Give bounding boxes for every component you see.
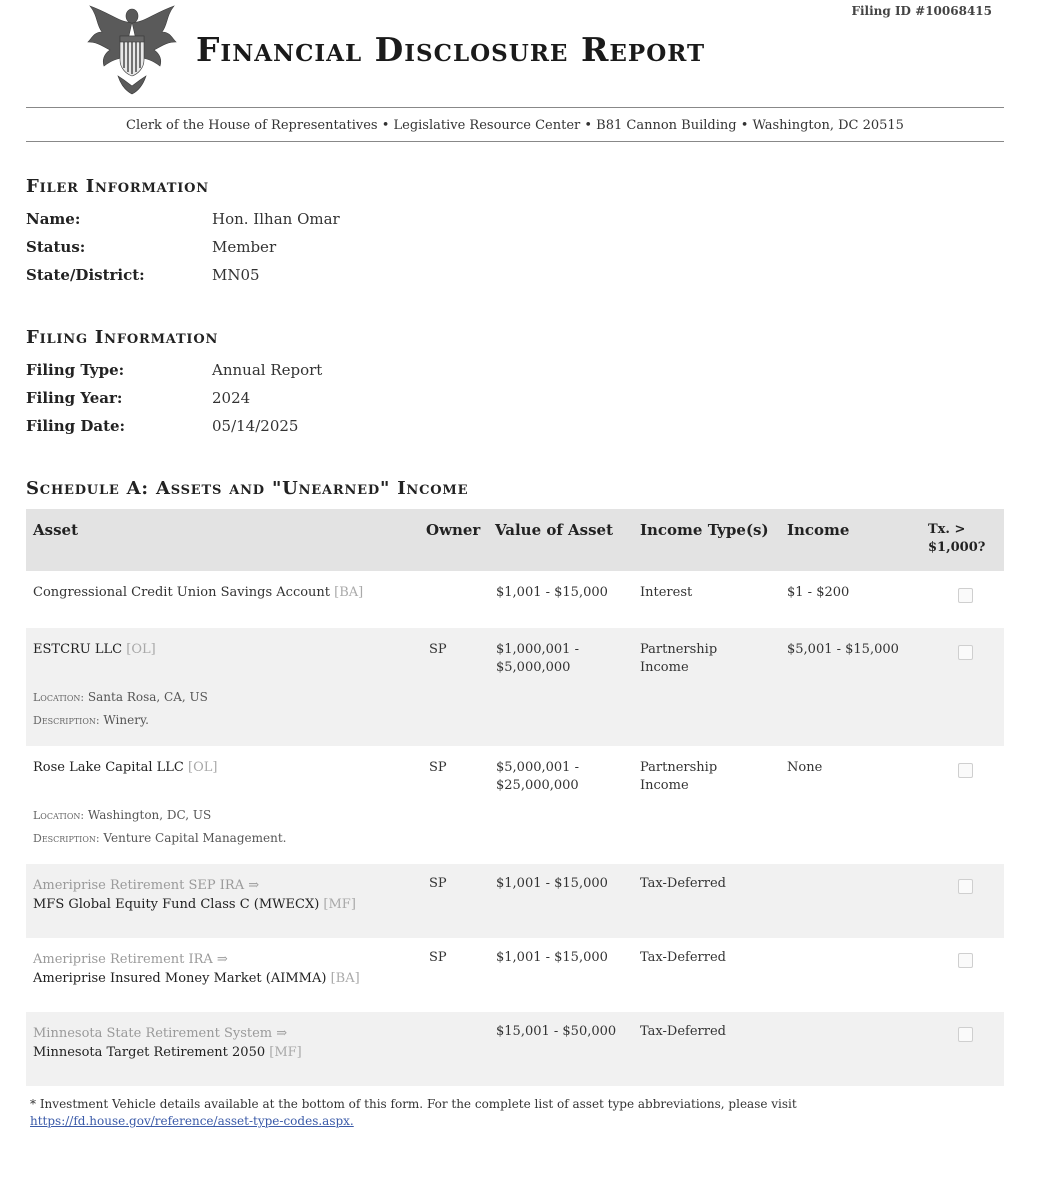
filing-year-value: 2024 [212, 389, 251, 407]
filer-name-value: Hon. Ilhan Omar [212, 210, 340, 228]
asset-name: Congressional Credit Union Savings Account [33, 585, 331, 600]
asset-value [496, 641, 636, 677]
col-asset-header: Asset [33, 521, 78, 539]
tx-checkbox[interactable] [958, 763, 973, 778]
eagle-seal-icon [82, 2, 182, 98]
col-tx-header-line1: Tx. > [928, 522, 966, 537]
asset-value [496, 759, 636, 795]
income-type [640, 641, 780, 677]
tx-checkbox[interactable] [958, 1027, 973, 1042]
income-type: Tax-Deferred [640, 950, 726, 965]
asset-parent: Minnesota State Retirement System ⇒ [33, 1026, 288, 1041]
income-type: Interest [640, 585, 693, 600]
asset-location [33, 804, 423, 827]
col-tx-header [928, 521, 985, 557]
income-type-line1: Partnership [640, 642, 718, 657]
description-value: Venture Capital Management. [103, 831, 287, 845]
asset-parent: Ameriprise Retirement IRA ⇒ [33, 952, 228, 967]
filing-id: Filing ID #10068415 [851, 4, 992, 18]
table-row [26, 864, 1004, 938]
asset-cell [33, 876, 423, 914]
asset-type-code: [MF] [323, 897, 356, 912]
asset-name: Rose Lake Capital LLC [33, 760, 184, 775]
asset-description [33, 709, 423, 732]
col-income-type-header: Income Type(s) [640, 521, 769, 539]
tx-checkbox[interactable] [958, 879, 973, 894]
asset-value-line2: $25,000,000 [496, 778, 579, 793]
income-type: Tax-Deferred [640, 1024, 726, 1039]
col-value-header: Value of Asset [495, 521, 614, 539]
description-label: Description: [33, 714, 100, 727]
asset-details [33, 686, 423, 732]
asset-type-code: [MF] [269, 1045, 302, 1060]
asset-owner: SP [429, 642, 447, 657]
location-label: Location: [33, 691, 85, 704]
header-rule-bottom [26, 141, 1004, 142]
description-label: Description: [33, 832, 100, 845]
asset-name: Ameriprise Insured Money Market (AIMMA) [33, 971, 327, 986]
filer-name-label: Name: [26, 210, 81, 228]
asset-cell [33, 760, 423, 775]
filer-district-value: MN05 [212, 266, 260, 284]
table-row [26, 938, 1004, 1012]
filing-year-label: Filing Year: [26, 389, 123, 407]
asset-location [33, 686, 423, 709]
tx-checkbox[interactable] [958, 953, 973, 968]
tx-checkbox[interactable] [958, 645, 973, 660]
asset-description [33, 827, 423, 850]
filing-type-label: Filing Type: [26, 361, 125, 379]
location-label: Location: [33, 809, 85, 822]
asset-owner: SP [429, 950, 447, 965]
description-value: Winery. [103, 713, 149, 727]
asset-value: $15,001 - $50,000 [496, 1024, 617, 1039]
clerk-address: Clerk of the House of Representatives • Legislative Resource Center • B81 Cannon Building • Washington, DC 20515 [126, 118, 904, 133]
asset-cell [33, 1024, 423, 1062]
col-income-header: Income [787, 521, 850, 539]
asset-value: $1,001 - $15,000 [496, 950, 608, 965]
table-row [26, 746, 1004, 864]
footnote-text: * Investment Vehicle details available at the bottom of this form. For the complete list of asset type abbreviations, please visit [30, 1097, 797, 1111]
location-value: Santa Rosa, CA, US [87, 690, 208, 704]
filing-date-value: 05/14/2025 [212, 417, 299, 435]
table-row [26, 628, 1004, 746]
table-row [26, 571, 1004, 628]
asset-value-line1: $1,000,001 - [496, 642, 579, 657]
income-amount: None [787, 760, 823, 775]
filer-status-value: Member [212, 238, 277, 256]
asset-value-line2: $5,000,000 [496, 660, 571, 675]
asset-cell [33, 585, 423, 600]
location-value: Washington, DC, US [87, 808, 212, 822]
filing-date-label: Filing Date: [26, 417, 126, 435]
filing-type-value: Annual Report [212, 361, 323, 379]
footnote [30, 1096, 970, 1130]
asset-value: $1,001 - $15,000 [496, 585, 608, 600]
col-tx-header-line2: $1,000? [928, 540, 986, 555]
table-row [26, 1012, 1004, 1086]
asset-type-code: [BA] [330, 971, 360, 986]
schedule-a-heading: Schedule A: Assets and "Unearned" Income [26, 478, 469, 499]
asset-name: ESTCRU LLC [33, 642, 123, 657]
asset-name: MFS Global Equity Fund Class C (MWECX) [33, 897, 320, 912]
asset-type-code: [BA] [334, 585, 364, 600]
income-amount: $1 - $200 [787, 585, 850, 600]
asset-owner: SP [429, 760, 447, 775]
col-owner-header: Owner [426, 521, 481, 539]
filer-status-label: Status: [26, 238, 86, 256]
asset-value-line1: $5,000,001 - [496, 760, 579, 775]
income-type [640, 759, 780, 795]
asset-cell [33, 642, 423, 657]
income-type-line2: Income [640, 778, 689, 793]
asset-type-code: [OL] [188, 760, 218, 775]
header-rule-top [26, 107, 1004, 108]
schedule-a-table [26, 509, 1004, 1086]
page-title: Financial Disclosure Report [196, 30, 706, 69]
income-type-line1: Partnership [640, 760, 718, 775]
filer-district-label: State/District: [26, 266, 145, 284]
asset-owner: SP [429, 876, 447, 891]
filer-info-heading: Filer Information [26, 176, 209, 197]
asset-type-code: [OL] [126, 642, 156, 657]
asset-codes-link[interactable]: https://fd.house.gov/reference/asset-type-codes.aspx. [30, 1114, 354, 1128]
asset-name: Minnesota Target Retirement 2050 [33, 1045, 266, 1060]
income-type: Tax-Deferred [640, 876, 726, 891]
asset-parent: Ameriprise Retirement SEP IRA ⇒ [33, 878, 260, 893]
income-type-line2: Income [640, 660, 689, 675]
tx-checkbox[interactable] [958, 588, 973, 603]
asset-cell [33, 950, 423, 988]
asset-details [33, 804, 423, 850]
income-amount: $5,001 - $15,000 [787, 642, 899, 657]
table-header [26, 509, 1004, 571]
asset-value: $1,001 - $15,000 [496, 876, 608, 891]
filing-info-heading: Filing Information [26, 327, 219, 348]
